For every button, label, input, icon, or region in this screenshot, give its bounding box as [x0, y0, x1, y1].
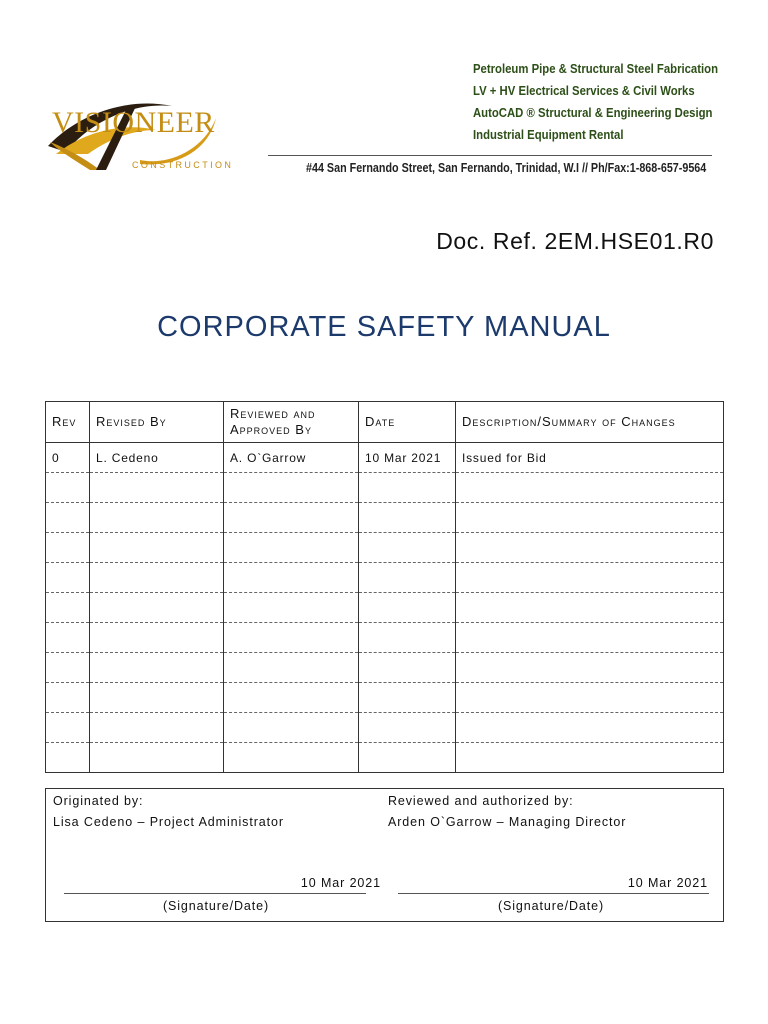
header-date: Date [359, 402, 456, 443]
header-revised-by: Revised By [90, 402, 224, 443]
document-title: CORPORATE SAFETY MANUAL [157, 311, 611, 343]
table-cell [359, 743, 456, 773]
table-row [46, 683, 724, 713]
signature-line [64, 893, 366, 894]
table-cell [359, 593, 456, 623]
service-item: Industrial Equipment Rental [473, 128, 624, 142]
table-row [46, 503, 724, 533]
table-cell [359, 653, 456, 683]
table-cell [46, 563, 90, 593]
table-cell [359, 473, 456, 503]
table-cell [224, 743, 359, 773]
table-row [46, 713, 724, 743]
table-cell [359, 533, 456, 563]
company-address: #44 San Fernando Street, San Fernando, Trinidad, W.I // Ph/Fax:1-868-657-9564 [306, 161, 707, 175]
document-reference: Doc. Ref. 2EM.HSE01.R0 [436, 228, 714, 254]
table-cell [359, 683, 456, 713]
table-cell: A. O`Garrow [224, 443, 359, 473]
table-row [46, 743, 724, 773]
originated-heading: Originated by: [53, 794, 144, 808]
header-reviewed-approved-by [224, 402, 359, 443]
table-cell [456, 503, 724, 533]
signature-caption: (Signature/Date) [497, 899, 605, 913]
table-cell: 10 Mar 2021 [359, 443, 456, 473]
signature-caption: (Signature/Date) [162, 899, 270, 913]
table-row [46, 563, 724, 593]
table-cell [46, 533, 90, 563]
signature-block [45, 788, 724, 922]
table-cell [456, 623, 724, 653]
revision-table [45, 401, 724, 773]
table-cell [224, 713, 359, 743]
originated-date: 10 Mar 2021 [300, 876, 381, 890]
table-cell [90, 683, 224, 713]
logo-subtext: CONSTRUCTION [132, 160, 234, 170]
originated-section [46, 789, 386, 921]
table-cell [46, 743, 90, 773]
header-description: Description/Summary of Changes [456, 402, 724, 443]
table-row [46, 473, 724, 503]
table-cell [224, 593, 359, 623]
table-cell [224, 623, 359, 653]
table-cell [456, 473, 724, 503]
table-cell [224, 473, 359, 503]
signature-line [398, 893, 709, 894]
table-cell [90, 563, 224, 593]
table-cell [90, 623, 224, 653]
table-cell [456, 743, 724, 773]
reviewed-section [386, 789, 723, 921]
header-divider [268, 155, 712, 156]
service-item: AutoCAD ® Structural & Engineering Design [473, 106, 713, 120]
table-cell [46, 713, 90, 743]
table-cell [46, 683, 90, 713]
originator-name: Lisa Cedeno – Project Administrator [53, 815, 284, 829]
table-cell [359, 503, 456, 533]
table-cell [456, 593, 724, 623]
table-cell [90, 743, 224, 773]
table-header-row [46, 402, 724, 443]
table-cell [224, 533, 359, 563]
table-cell [224, 563, 359, 593]
table-cell: 0 [46, 443, 90, 473]
table-cell [90, 533, 224, 563]
header-reviewed-line1: Reviewed and [230, 406, 316, 421]
table-cell [90, 713, 224, 743]
table-cell [359, 713, 456, 743]
table-cell [90, 503, 224, 533]
table-row [46, 623, 724, 653]
table-row [46, 593, 724, 623]
table-row [46, 533, 724, 563]
reviewed-date: 10 Mar 2021 [627, 876, 708, 890]
table-cell [359, 623, 456, 653]
table-cell [456, 563, 724, 593]
table-cell [46, 473, 90, 503]
table-cell [90, 593, 224, 623]
table-row [46, 443, 724, 473]
table-cell [46, 593, 90, 623]
table-cell [46, 653, 90, 683]
table-cell [224, 503, 359, 533]
reviewed-heading: Reviewed and authorized by: [388, 794, 574, 808]
header-rev: Rev [46, 402, 90, 443]
logo-wordmark: VISIONEER [52, 106, 215, 139]
revision-table-body [46, 443, 724, 773]
table-cell [90, 473, 224, 503]
table-cell [456, 713, 724, 743]
table-cell [456, 683, 724, 713]
service-item: Petroleum Pipe & Structural Steel Fabrication [473, 62, 719, 76]
table-cell [456, 653, 724, 683]
table-row [46, 653, 724, 683]
table-cell [46, 503, 90, 533]
header-reviewed-line2: Approved By [230, 422, 312, 437]
table-cell [224, 683, 359, 713]
reviewer-name: Arden O`Garrow – Managing Director [388, 815, 627, 829]
services-list [473, 58, 745, 146]
table-cell [90, 653, 224, 683]
table-cell: Issued for Bid [456, 443, 724, 473]
table-cell [224, 653, 359, 683]
table-cell: L. Cedeno [90, 443, 224, 473]
table-cell [456, 533, 724, 563]
service-item: LV + HV Electrical Services & Civil Works [473, 84, 695, 98]
table-cell [46, 623, 90, 653]
letterhead [0, 0, 768, 200]
table-cell [359, 563, 456, 593]
